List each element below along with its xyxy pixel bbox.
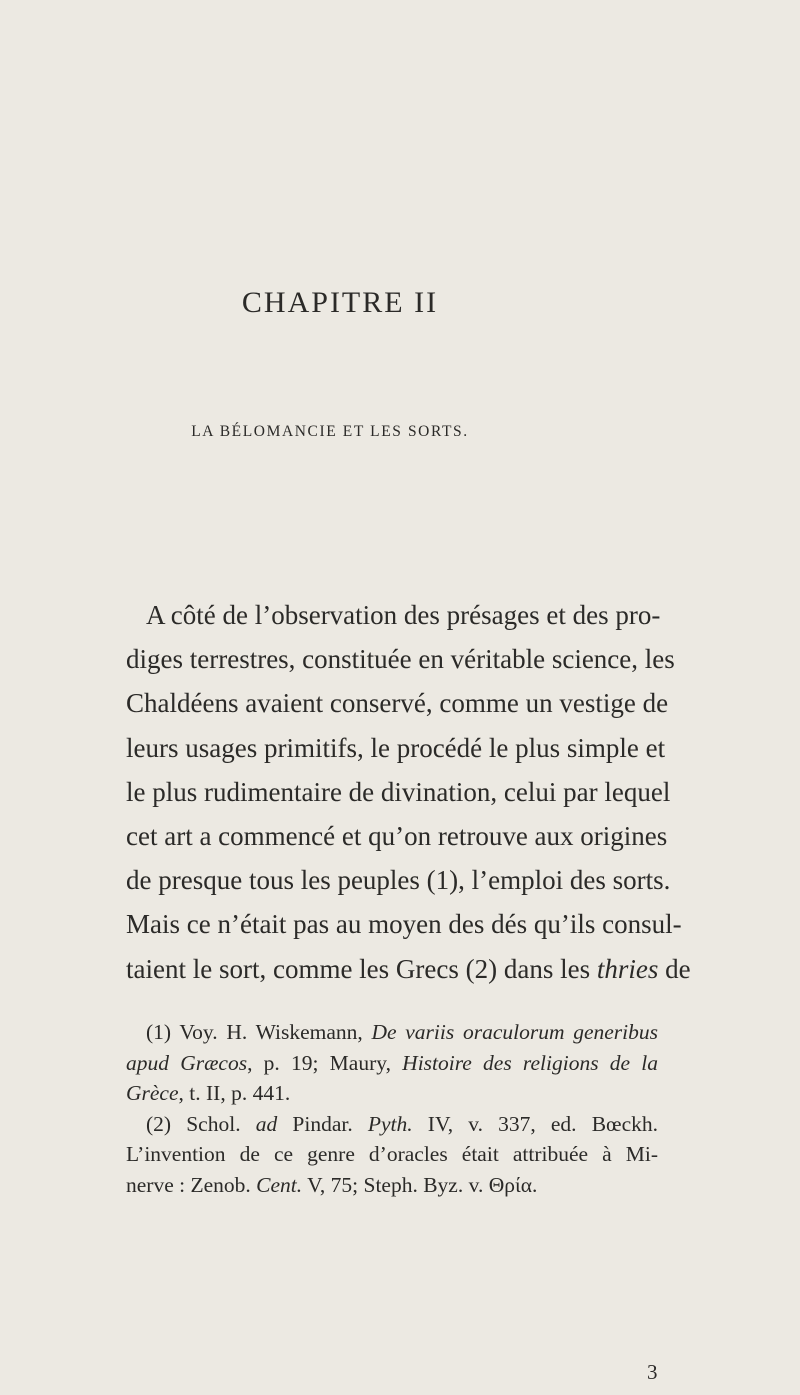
body-text-segment: taient le sort, comme les Grecs (2) dans les: [126, 953, 597, 984]
body-italic-word: thries: [596, 953, 659, 984]
footnote-italic: ad: [255, 1111, 278, 1136]
section-title: LA BÉLOMANCIE ET LES SORTS.: [191, 423, 469, 440]
footnote-1-line: [126, 1048, 658, 1079]
footnote-italic: Grèce: [126, 1081, 179, 1106]
body-line: le plus rudimentaire de divination, celui par lequel: [126, 776, 671, 807]
footnote-italic: apud Græcos: [126, 1050, 248, 1075]
body-line: diges terrestres, constituée en véritable science, les: [126, 644, 675, 675]
footnote-text: IV, v. 337, ed. Bœckh.: [412, 1111, 658, 1136]
page-number: 3: [647, 1360, 658, 1384]
footnote-text: nerve : Zenob.: [126, 1172, 257, 1197]
footnote-italic: De variis oraculorum generibus: [371, 1020, 658, 1044]
footnote-1-line: [126, 1078, 658, 1109]
footnote-text: Pindar.: [277, 1111, 368, 1136]
footnote-2-line: [126, 1109, 658, 1140]
body-paragraph: [126, 593, 691, 991]
footnotes: [126, 1017, 658, 1201]
footnote-1-line: [126, 1017, 658, 1048]
footnote-text: , t. II, p. 441.: [178, 1081, 291, 1106]
footnote-text: (1) Voy. H. Wiskemann,: [146, 1020, 372, 1044]
footnote-2-line: [126, 1170, 658, 1201]
body-line: leurs usages primitifs, le procédé le plus simple et: [126, 732, 666, 763]
footnote-italic: Pyth.: [367, 1111, 413, 1136]
body-line: cet art a commencé et qu’on retrouve aux origines: [126, 821, 668, 852]
footnote-text: , p. 19; Maury,: [247, 1050, 403, 1075]
body-text-segment: de: [658, 953, 691, 984]
footnote-text: V, 75; Steph. Byz. v. Θρία.: [302, 1172, 538, 1197]
footnote-italic: Histoire des religions de la: [402, 1050, 658, 1075]
body-line: Mais ce n’était pas au moyen des dés qu’ils consul-: [126, 909, 682, 940]
footnote-2-line: L’invention de ce genre d’oracles était attribuée à Mi-: [126, 1142, 658, 1167]
body-line: Chaldéens avaient conservé, comme un vestige de: [126, 688, 669, 719]
body-line: A côté de l’observation des présages et des pro-: [146, 600, 661, 630]
footnote-text: (2) Schol.: [146, 1111, 256, 1136]
footnote-italic: Cent.: [256, 1172, 303, 1197]
body-line: de presque tous les peuples (1), l’emploi des sorts.: [126, 865, 671, 896]
body-line-last: [126, 947, 691, 991]
chapter-title: CHAPITRE II: [241, 286, 439, 319]
